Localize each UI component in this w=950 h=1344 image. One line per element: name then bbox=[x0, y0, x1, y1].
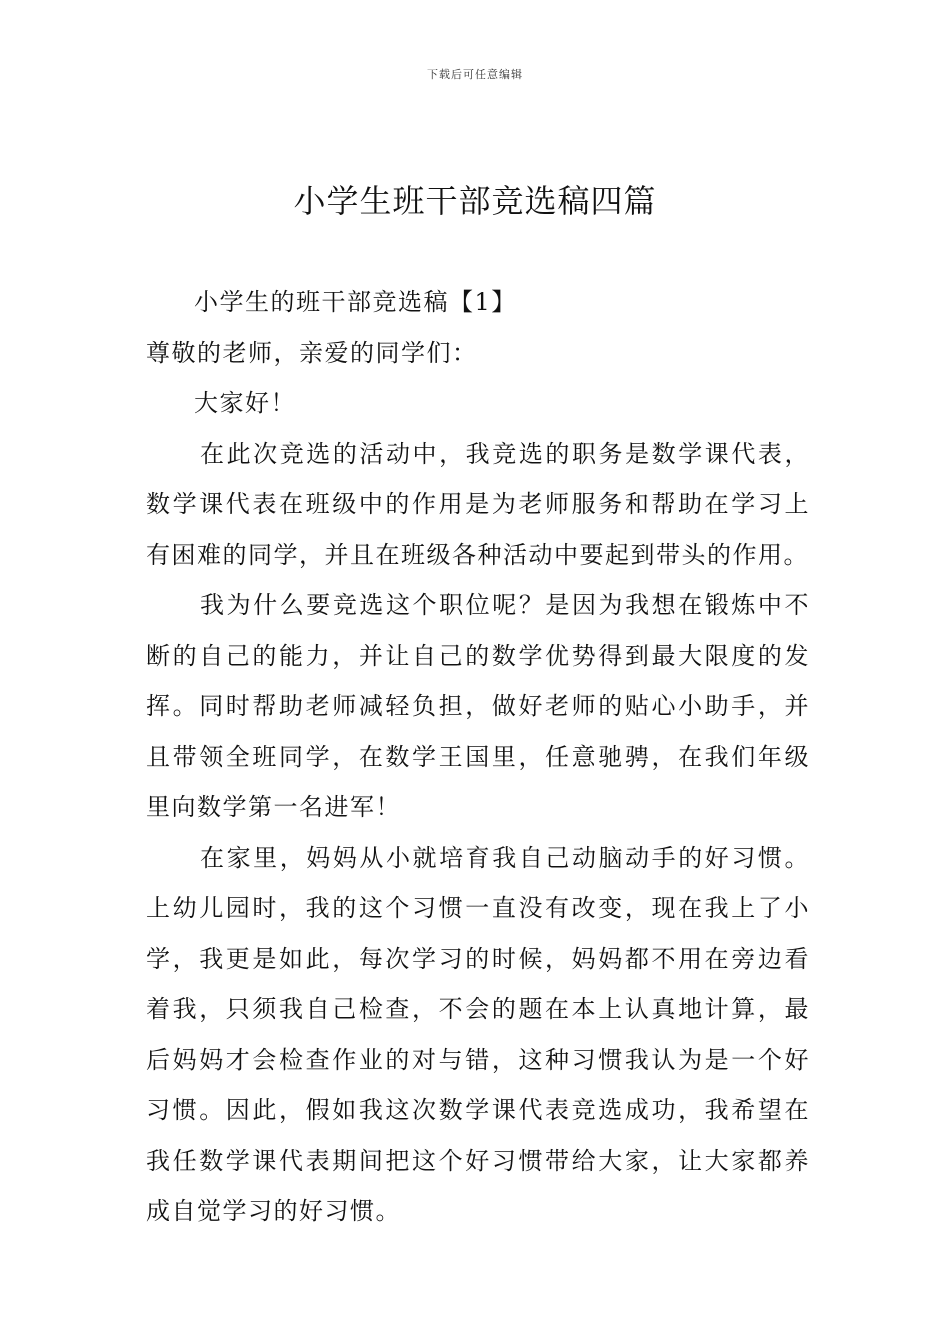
document-body bbox=[146, 277, 810, 1237]
text-line: 里向数学第一名进军！ bbox=[146, 793, 401, 821]
greeting: 大家好！ bbox=[194, 389, 296, 417]
text-line: 着我，只须我自己检查，不会的题在本上认真地计算，最 bbox=[146, 995, 810, 1023]
text-line: 我任数学课代表期间把这个好习惯带给大家，让大家都养 bbox=[146, 1146, 810, 1175]
text-line: 且带领全班同学，在数学王国里，任意驰骋，在我们年级 bbox=[146, 742, 810, 771]
text-line: 数学课代表在班级中的作用是为老师服务和帮助在学习上 bbox=[146, 490, 810, 518]
text-line: 上幼儿园时，我的这个习惯一直没有改变，现在我上了小 bbox=[146, 894, 810, 922]
text-line: 在家里，妈妈从小就培育我自己动脑动手的好习惯。 bbox=[200, 843, 810, 872]
text-line: 后妈妈才会检查作业的对与错，这种习惯我认为是一个好 bbox=[146, 1045, 810, 1074]
salutation: 尊敬的老师，亲爱的同学们： bbox=[146, 338, 478, 367]
document-title: 小学生班干部竞选稿四篇 bbox=[293, 182, 657, 220]
header-note: 下载后可任意编辑 bbox=[427, 68, 523, 81]
text-line: 断的自己的能力，并让自己的数学优势得到最大限度的发 bbox=[146, 641, 810, 670]
section-heading: 小学生的班干部竞选稿【1】 bbox=[194, 288, 517, 316]
text-line: 我为什么要竞选这个职位呢？是因为我想在锻炼中不 bbox=[200, 591, 810, 619]
text-line: 有困难的同学，并且在班级各种活动中要起到带头的作用。 bbox=[146, 540, 809, 569]
text-line: 在此次竞选的活动中，我竞选的职务是数学课代表， bbox=[200, 439, 810, 468]
text-line: 挥。同时帮助老师减轻负担，做好老师的贴心小助手，并 bbox=[146, 692, 810, 720]
text-line: 成自觉学习的好习惯。 bbox=[146, 1197, 401, 1225]
text-line: 习惯。因此，假如我这次数学课代表竞选成功，我希望在 bbox=[146, 1096, 810, 1124]
text-line: 学，我更是如此，每次学习的时候，妈妈都不用在旁边看 bbox=[146, 944, 810, 973]
